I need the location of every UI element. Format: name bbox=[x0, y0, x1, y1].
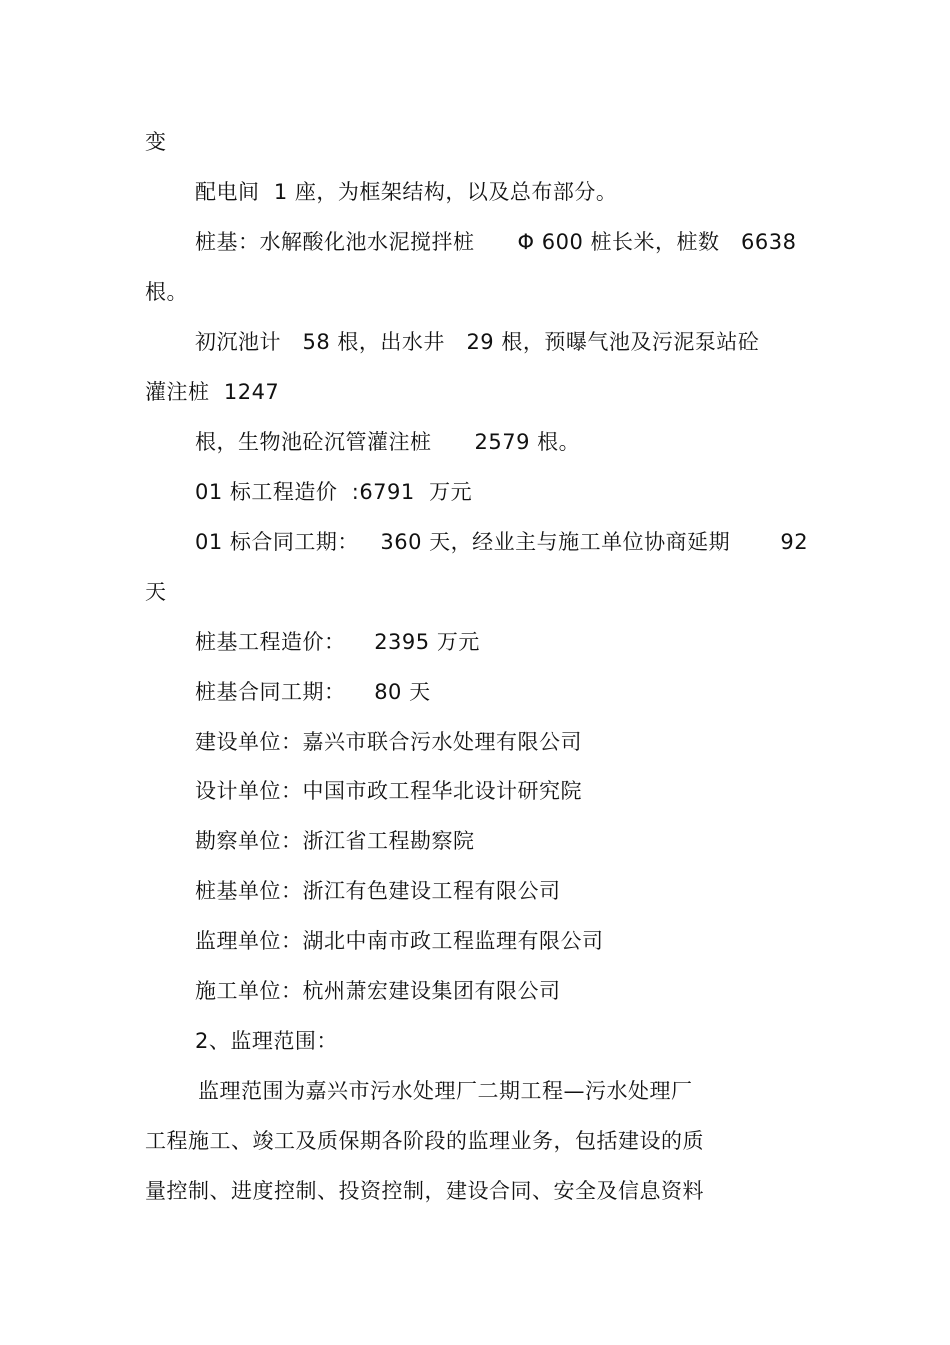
text-line: 桩基单位：浙江有色建设工程有限公司 bbox=[195, 879, 561, 903]
text-line: 灌注桩 1247 bbox=[145, 380, 280, 404]
text-line: 监理范围为嘉兴市污水处理厂二期工程—污水处理厂 bbox=[198, 1079, 693, 1103]
text-line: 桩基合同工期： 80 天 bbox=[195, 680, 431, 704]
text-line: 配电间 1 座，为框架结构，以及总布部分。 bbox=[195, 180, 618, 204]
text-line: 01 标合同工期： 360 天，经业主与施工单位协商延期 92 bbox=[195, 530, 809, 554]
text-line: 变 bbox=[145, 130, 167, 154]
text-line: 天 bbox=[145, 580, 167, 604]
text-line: 勘察单位：浙江省工程勘察院 bbox=[195, 829, 475, 853]
text-line: 初沉池计 58 根，出水井 29 根，预曝气池及污泥泵站砼 bbox=[195, 330, 760, 354]
text-line: 施工单位：杭州萧宏建设集团有限公司 bbox=[195, 979, 561, 1003]
text-line: 桩基工程造价： 2395 万元 bbox=[195, 630, 480, 654]
text-line: 设计单位：中国市政工程华北设计研究院 bbox=[195, 779, 582, 803]
text-line: 监理单位：湖北中南市政工程监理有限公司 bbox=[195, 929, 604, 953]
section-heading: 2、监理范围： bbox=[195, 1029, 338, 1053]
text-line: 工程施工、竣工及质保期各阶段的监理业务，包括建设的质 bbox=[145, 1129, 704, 1153]
text-line: 桩基：水解酸化池水泥搅拌桩 Φ 600 桩长米，桩数 6638 bbox=[195, 230, 797, 254]
text-line: 01 标工程造价 :6791 万元 bbox=[195, 480, 473, 504]
text-line: 建设单位：嘉兴市联合污水处理有限公司 bbox=[195, 730, 582, 754]
text-line: 根，生物池砼沉管灌注桩 2579 根。 bbox=[195, 430, 581, 454]
text-line: 根。 bbox=[145, 280, 188, 304]
text-line: 量控制、进度控制、投资控制，建设合同、安全及信息资料 bbox=[145, 1179, 704, 1203]
